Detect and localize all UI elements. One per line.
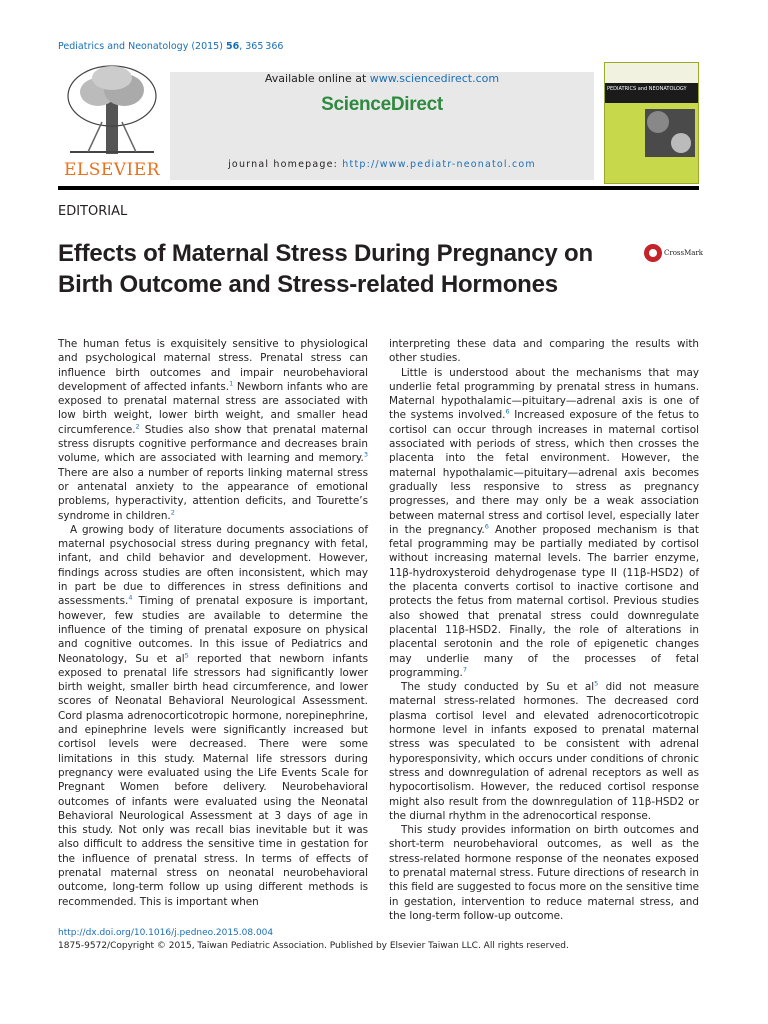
title-line: Birth Outcome and Stress-related Hormones [58,271,558,298]
paragraph: A growing body of literature documents associations of maternal psychosocial stress during pregnancy with fetal, infant, and child behavior and development. However, findings across studies are often inconsistent, which may in part be due to differences in stress definitions and assessments.$^4$ Timing of prenatal exposure is important, however, few studies are available to determine the influence of the timing of prenatal exposure on physical and cognitive outcomes. In this issue of Pediatrics and Neonatology, Su et $al^5$ reported that newborn infants exposed to prenatal life stressors had significantly lower birth weight, smaller birth head circumference, and lower scores of Neonatal Behavioral Neurological Assessment. Cord plasma adrenocorticotropic hormone, norepinephrine, and epinephrine levels were significantly increased but cortisol levels were decreased. There were some limitations in this study. Maternal life stressors during pregnancy were evaluated using the Life Events Scale for Pregnant Women before delivery. Neurobehavioral outcomes of infants were evaluated using the Neonatal Behavioral Neurological Assessment at 3 days of age in this study. Not only was recall bias inevitable but it was also difficult to address the sensitive time in gestation for the influence of prenatal stress. In terms of effects of prenatal maternal stress on neonatal neurobehavioral outcome, long-term follow up using different methods is recommended. This is important when [58,523,368,908]
citation-ref[interactable]: 6 [505,408,510,417]
citation-ref[interactable]: 5 [184,651,189,660]
elsevier-wordmark: ELSEVIER [64,160,160,180]
citation-ref[interactable]: 7 [462,665,467,674]
citation-ref[interactable]: 3 [363,450,368,459]
citation-ref[interactable]: 5 [594,679,599,688]
paragraph: The study conducted by Su et $al^5$ did not measure maternal stress-related hormones. The decreased cord plasma cortisol level and elevated adrenocorticotropic hormone level in infants exposed to prenatal maternal stress was speculated to be consistent with adrenal hyporesponsivity, which occurs under conditions of chronic stress and downregulation of adrenal receptors as well as hypocortisolism. However, the reduced cortisol response might also result from the downregulation of 11β-HSD2 or the diurnal rhythm in the adrenocortical response. [389,679,699,822]
crossmark-icon [644,244,662,262]
left-column [58,337,368,909]
cover-title: PEDIATRICS and NEONATOLOGY [605,83,698,103]
citation-ref[interactable]: 2 [170,508,175,517]
crossmark-badge[interactable] [644,244,702,264]
sciencedirect-logo[interactable]: ScienceDirect [321,94,443,115]
section-label: EDITORIAL [58,204,128,219]
available-online: Available online at www.sciencedirect.com [264,72,500,85]
doi-link[interactable]: http://dx.doi.org/10.1016/j.pedneo.2015.08.004 [58,928,274,938]
citation-ref[interactable]: 4 [128,593,133,602]
cover-image-detail [671,133,691,153]
homepage-link[interactable]: http://www.pediatr-neonatol.com [342,159,536,170]
elsevier-logo[interactable] [58,62,166,184]
paragraph: This study provides information on birth outcomes and short-term neurobehavioral outcomes, as well as the stress-related hormone response of the neonates exposed to prenatal maternal stress. Future directions of research in this field are suggested to focus more on the sensitive time in gestation, intervention to reduce maternal stress, and the long-term follow-up outcome. [389,824,700,922]
copyright-notice: 1875-9572/Copyright © 2015, Taiwan Pediatric Association. Published by Elsevier Taiwan LLC. All rights reserved. [58,941,569,951]
sciencedirect-link[interactable]: www.sciencedirect.com [369,72,500,85]
journal-banner [58,62,699,184]
paragraph: Little is understood about the mechanisms that may underlie fetal programming by prenatal stress in humans. Maternal hypothalamic—pituitary—adrenal axis is one of the systems involved.$^6$ Increased exposure of the fetus to cortisol can occur through increases in maternal cortisol associated with periods of stress, which then crosses the placenta into the fetal environment. However, the maternal hypothalamic—pituitary—adrenal axis becomes gradually less responsive to stress as pregnancy progresses, and there may only be a weak association between maternal stress and cortisol level, especially later in the pregnancy.$^6$ Another proposed mechanism is that fetal programming may be partially mediated by cortisol without increasing maternal levels. The barrier enzyme, 11β-hydroxysteroid dehydrogenase type II (11β-HSD2) of the placenta converts cortisol to inactive cortisone and protects the fetus from maternal cortisol. Previous studies also showed that prenatal stress could downregulate placental 11β-HSD2. Finally, the role of alterations in placental serotonin and the role of epigenetic changes may underlie many of the processes of fetal programming.$^7$ [389,366,699,679]
article-title [58,238,638,300]
citation-ref[interactable]: 2 [135,422,140,431]
journal-citation: Pediatrics and Neonatology (2015) 56, 365 366 [58,41,284,52]
paragraph: The human fetus is exquisitely sensitive to physiological and psychological maternal stress. Prenatal stress can influence birth outcomes and impair neurobehavioral development of affected infants.$^1$ Newborn infants who are exposed to prenatal maternal stress are associated with low birth weight, lower birth weight, and smaller head circumference.$^2$ Studies also show that prenatal maternal stress disrupts cognitive performance and decreases brain volume, which are associated with learning and memory.$^3$ There are also a number of reports linking maternal stress or antenatal anxiety to the appearance of emotional problems, hyperactivity, attention deficits, and Tourette’s syndrome in children.$^2$ [58,338,368,522]
crossmark-label: CrossMark [664,249,704,257]
header-rule [58,186,699,190]
sciencedirect-box [170,72,594,180]
citation-ref[interactable]: 1 [229,379,234,388]
paragraph: interpreting these data and comparing the results with other studies. [389,338,699,365]
tree-icon [58,62,166,158]
cover-image-detail [647,111,669,133]
cover-header [605,63,698,83]
citation-ref[interactable]: 6 [484,522,489,531]
journal-homepage: journal homepage: http://www.pediatr-neonatol.com [228,159,536,170]
journal-cover[interactable] [604,62,699,184]
title-line: Effects of Maternal Stress During Pregnancy on [58,240,593,267]
right-column [389,337,699,923]
